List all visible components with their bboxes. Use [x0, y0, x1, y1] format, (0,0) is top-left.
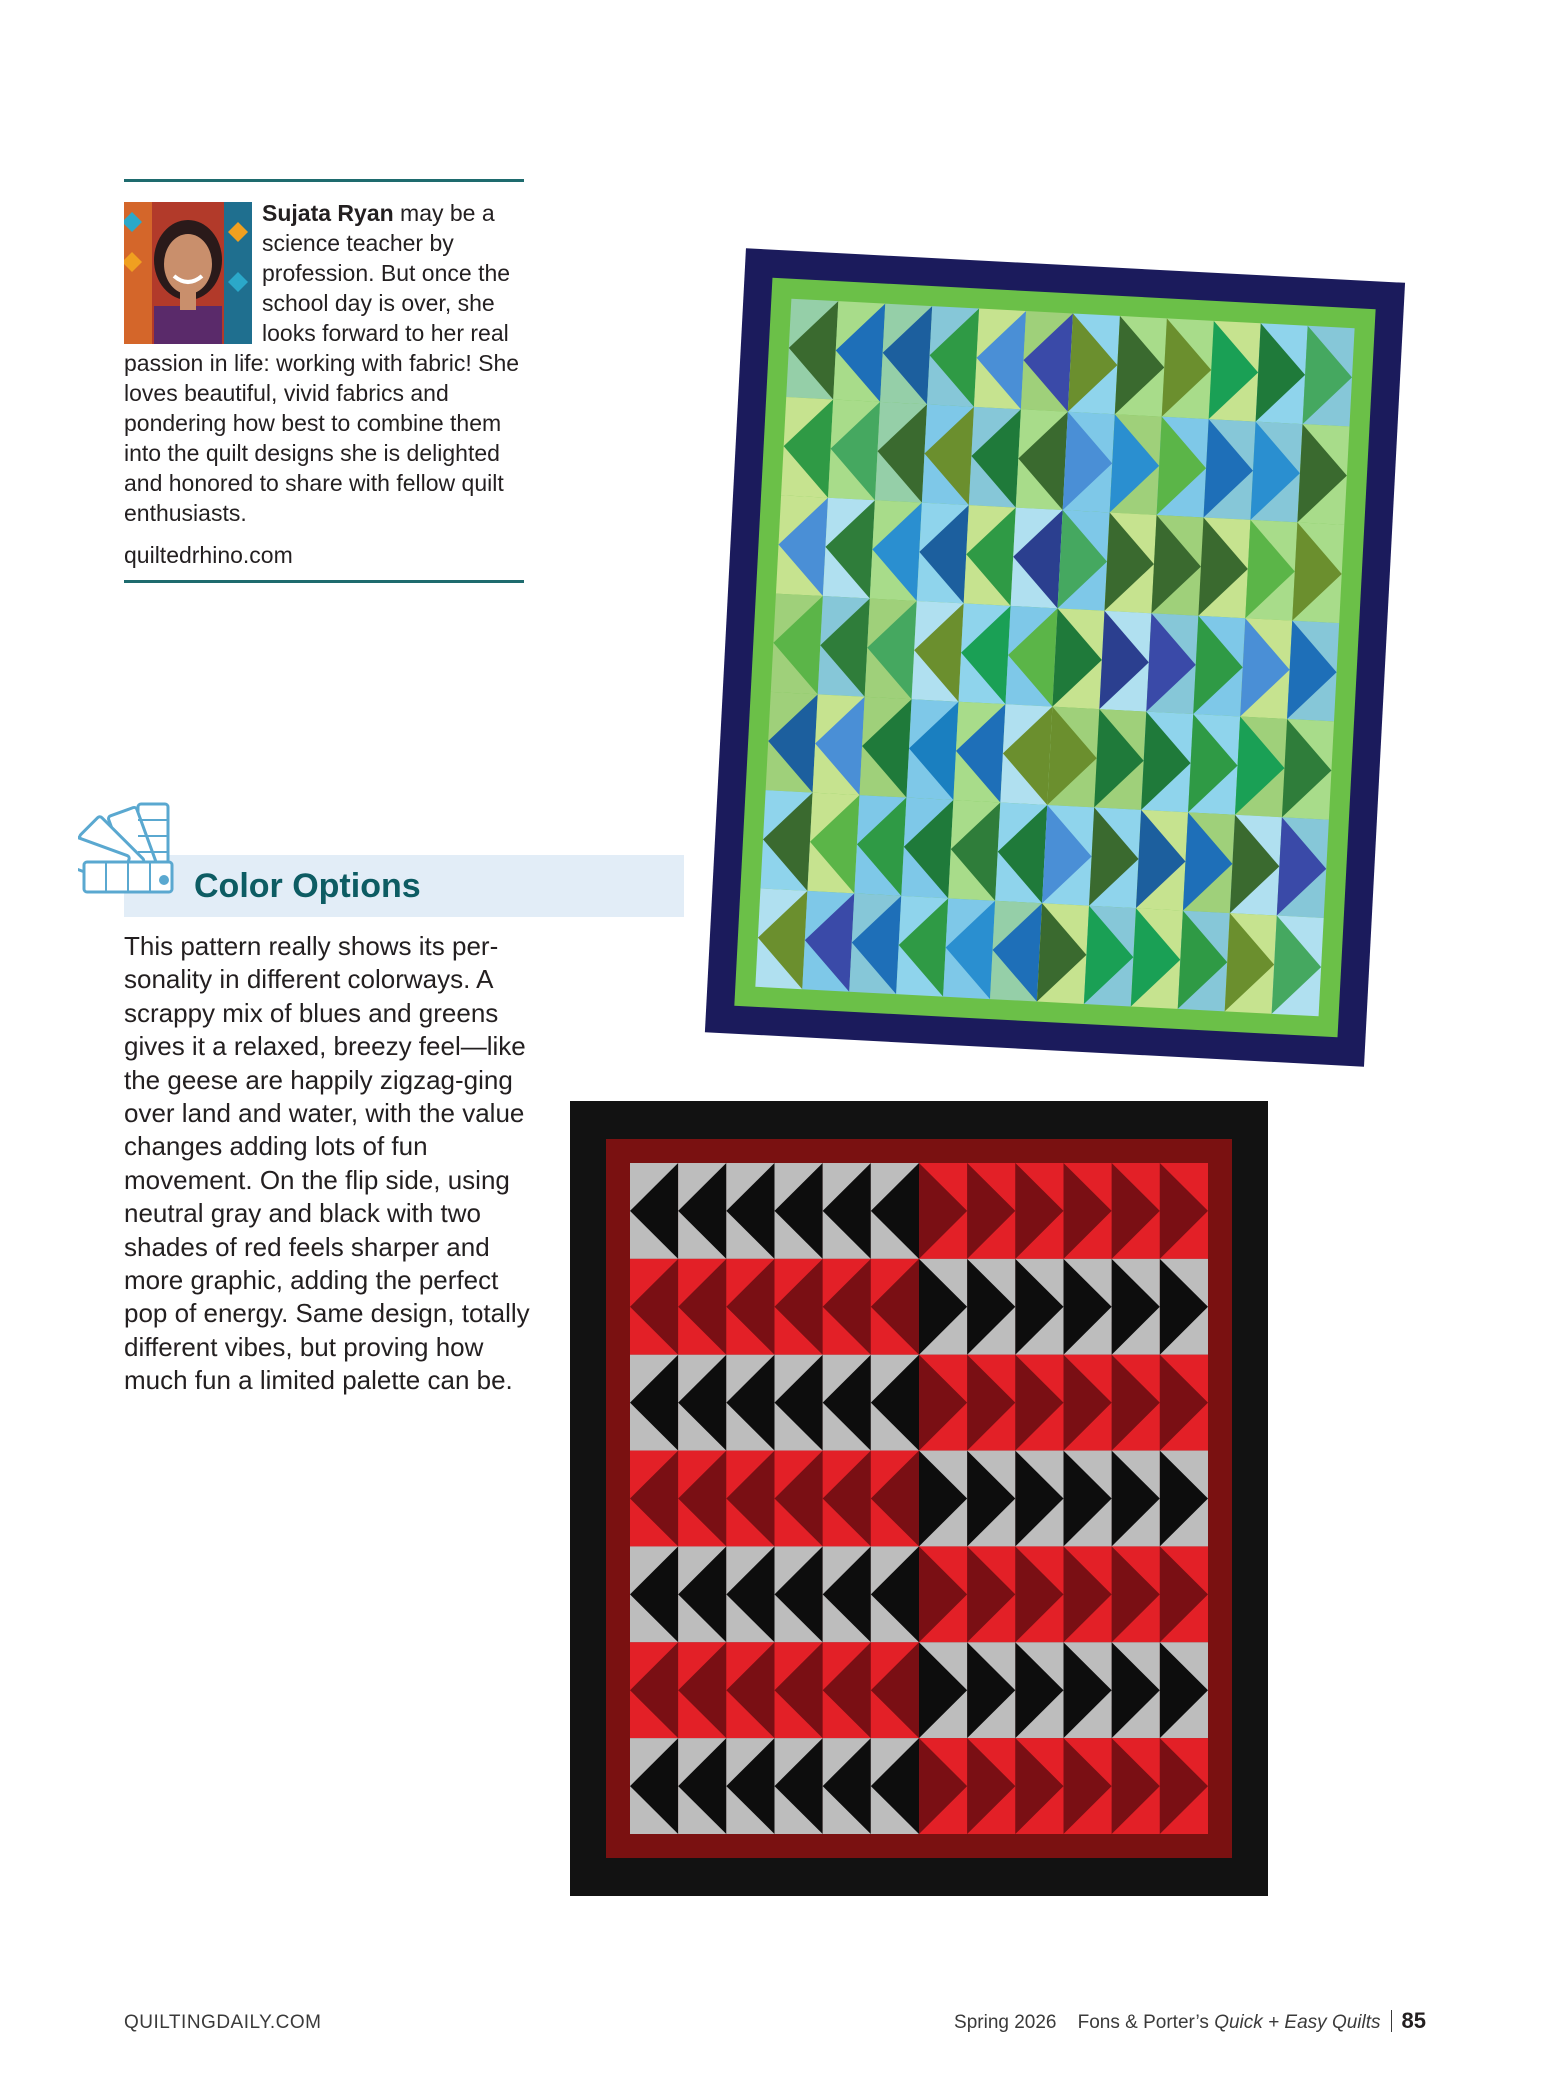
footer-site: QUILTINGDAILY.COM	[124, 2012, 322, 2033]
bio-body: may be a science teacher by profession. But once the school day is over, she looks forward to her real passion in life: working with fabric! She loves beautiful, vivid fabrics and pondering how best to combine them into the quilt designs she is delighted and honored to share with fellow quilt enthusiasts.	[124, 200, 520, 526]
bio-bottom-rule	[124, 580, 524, 583]
footer-publication: Fons & Porter’s Quick + Easy Quilts	[1077, 2012, 1381, 2033]
color-options-body: This pattern really shows its per-sonality in different colorways. A scrappy mix of blues and greens gives it a relaxed, breezy feel—like the geese are happily zigzag-ging over land and water, with the value changes adding lots of fun movement. On the flip side, using neutral gray and black with two shades of red feels sharper and more graphic, adding the perfect pop of energy. Same design, totally different vibes, but proving how much fun a limited palette can be.	[124, 931, 530, 1396]
bio-top-rule	[124, 179, 524, 182]
page-number: 85	[1401, 2008, 1426, 2033]
footer-issue: Spring 2026	[954, 2012, 1057, 2033]
footer-folio	[954, 2008, 1426, 2034]
bio-text	[124, 198, 534, 528]
blue-green-quilt-image	[676, 235, 1434, 1080]
red-black-quilt-image	[570, 1101, 1268, 1896]
author-website-link[interactable]: quiltedrhino.com	[124, 542, 293, 568]
swatch-fan-icon	[78, 800, 183, 900]
color-options-heading: Color Options	[194, 867, 421, 905]
author-name: Sujata Ryan	[262, 200, 394, 226]
footer-divider	[1391, 2010, 1392, 2032]
